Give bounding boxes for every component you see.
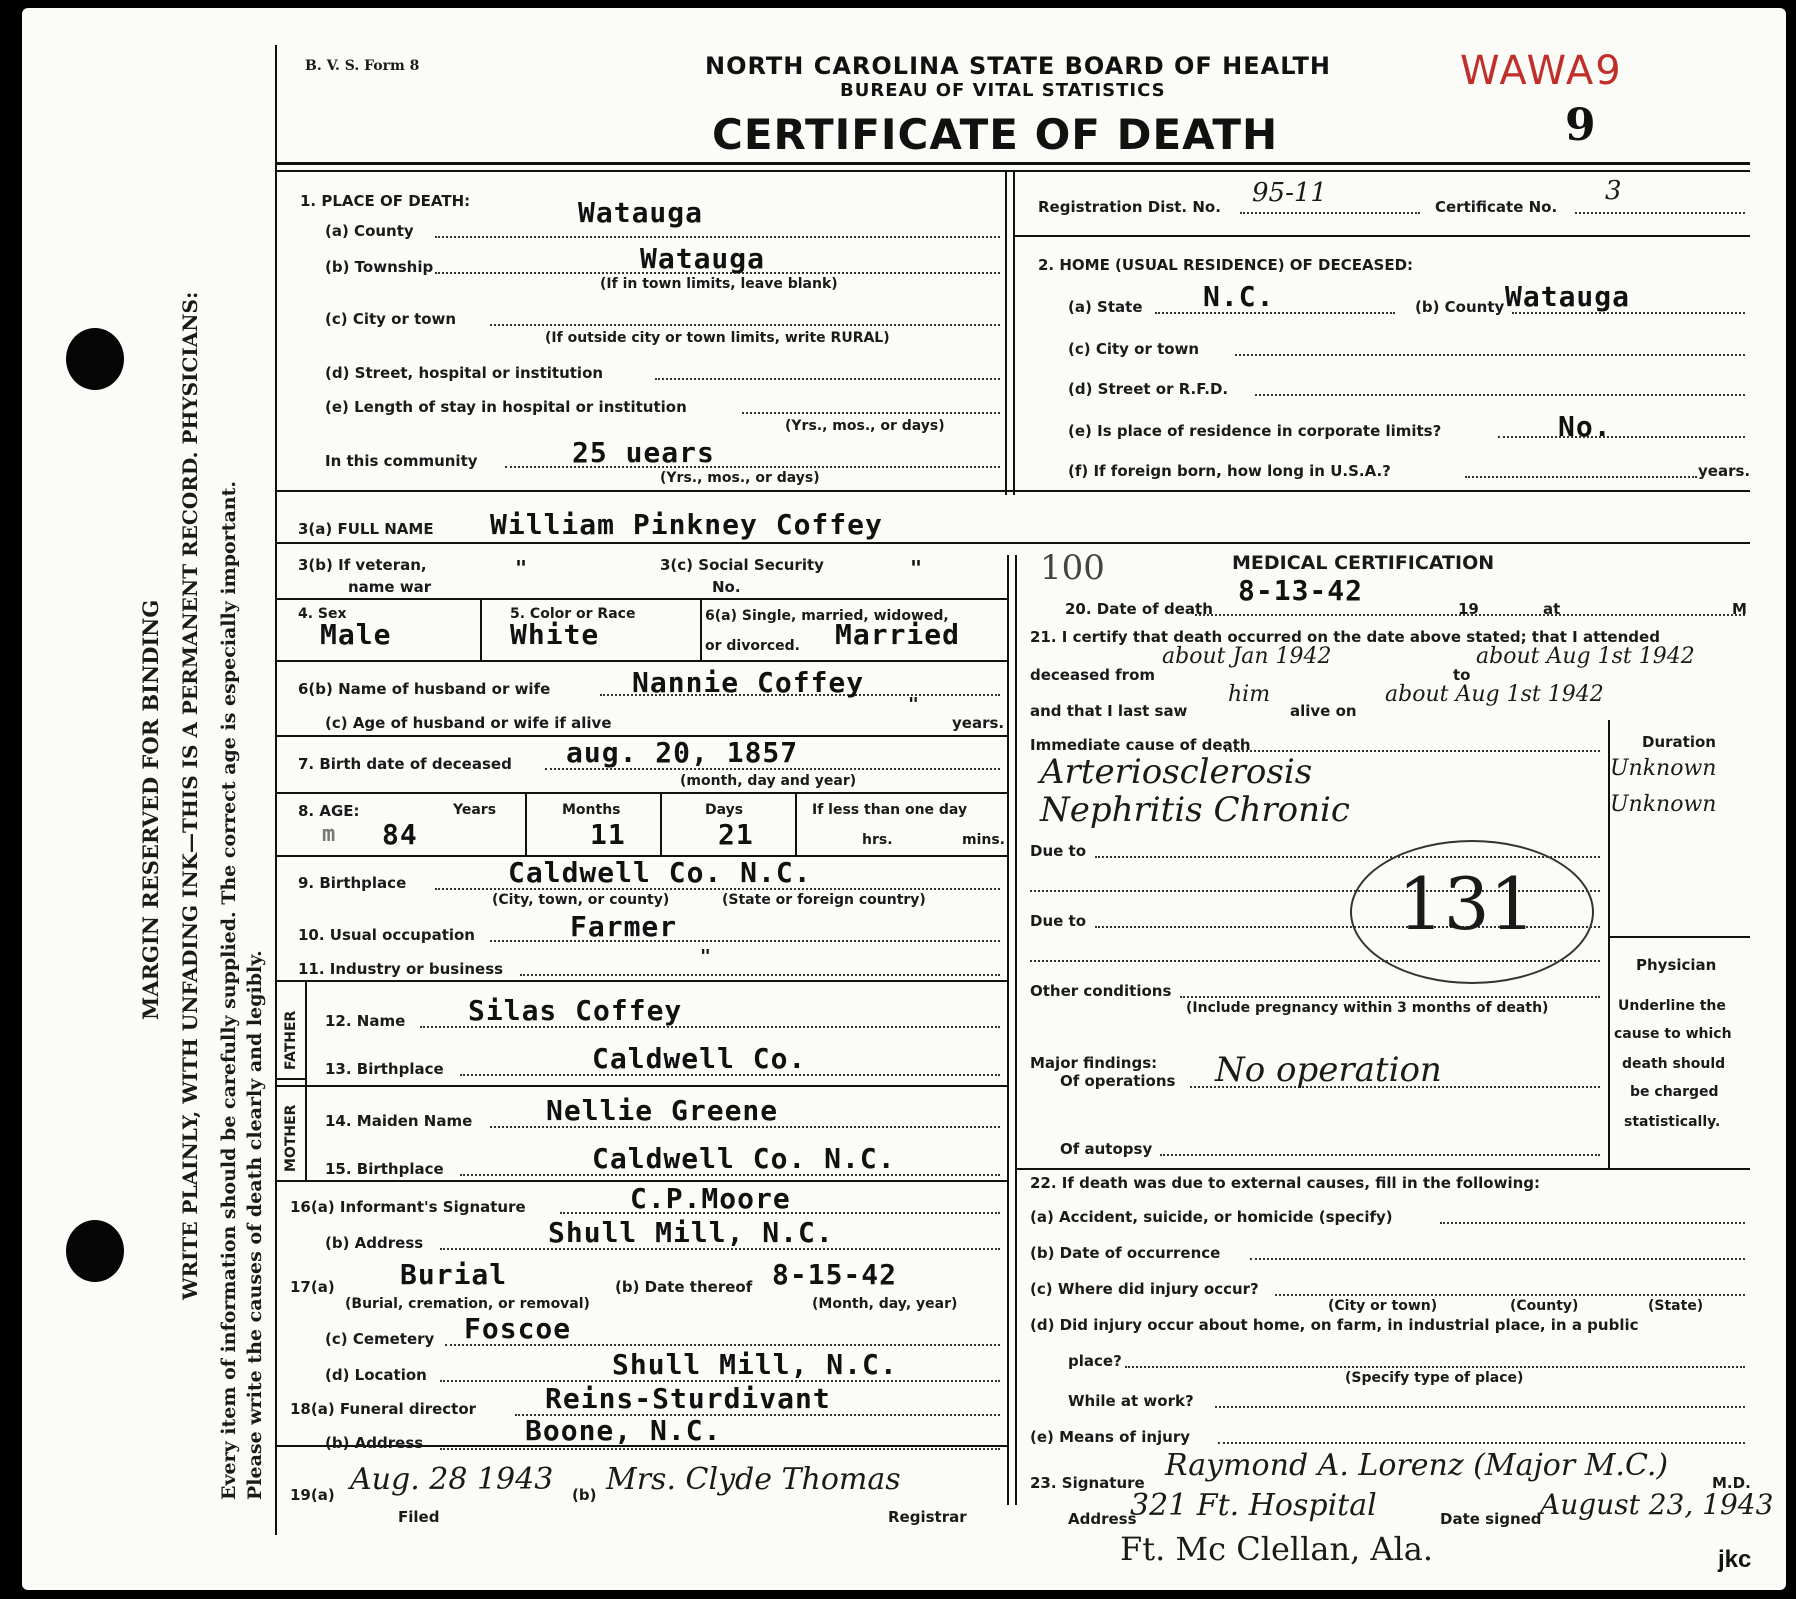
rule-l2 [275, 660, 1007, 662]
specify-place-note: (Specify type of place) [1345, 1370, 1524, 1386]
funeral-address-value: Boone, N.C. [525, 1414, 722, 1447]
margin-permanent-text: WRITE PLAINLY, WITH UNFADING INK—THIS IS A PERMANENT RECORD. PHYSICIANS: [178, 291, 202, 1300]
bureau-title: BUREAU OF VITAL STATISTICS [840, 80, 1166, 101]
ssn-ditto: " [910, 556, 924, 580]
date-signed-value: August 23, 1943 [1540, 1488, 1774, 1521]
ssn-label: 3(c) Social Security [660, 556, 824, 574]
rule-r-external [1015, 1168, 1750, 1170]
accident-label: (a) Accident, suicide, or homicide (specify) [1030, 1208, 1393, 1226]
county-line [435, 236, 1000, 238]
registrar-signature: Mrs. Clyde Thomas [606, 1462, 901, 1497]
home-city-label: (c) City or town [1068, 340, 1200, 358]
industry-line [520, 974, 1000, 976]
informant-label: 16(a) Informant's Signature [290, 1198, 526, 1216]
certify-to-label: to [1453, 666, 1471, 684]
township-note: (If in town limits, leave blank) [600, 276, 838, 292]
punch-hole-bottom [66, 1220, 124, 1282]
where-note-city: (City or town) [1328, 1298, 1438, 1314]
home-state-line [1155, 312, 1395, 314]
marital-label-2: or divorced. [705, 638, 800, 654]
margin-careful-text: Every item of information should be carefully supplied. The correct age is especially important. [218, 481, 240, 1500]
rule-l1 [275, 598, 1007, 600]
occurrence-label: (b) Date of occurrence [1030, 1244, 1221, 1262]
funeral-address-line [440, 1448, 1000, 1450]
red-code-mark: WAWA9 [1460, 48, 1623, 94]
stay-line [742, 412, 1000, 414]
address-extra: Ft. Mc Clellan, Ala. [1120, 1530, 1434, 1568]
where-note-state: (State) [1648, 1298, 1704, 1314]
funeral-value: Reins-Sturdivant [545, 1382, 831, 1415]
race-label: 5. Color or Race [510, 606, 636, 622]
mother-birthplace-value: Caldwell Co. N.C. [592, 1142, 896, 1175]
race-value: White [510, 618, 600, 651]
parent-divider [275, 1078, 305, 1080]
center-divider-bottom [1007, 555, 1009, 1505]
disposal-date-note: (Month, day, year) [812, 1296, 958, 1312]
certificate-title: CERTIFICATE OF DEATH [712, 110, 1279, 159]
mother-name-value: Nellie Greene [546, 1094, 779, 1127]
dod-at: at [1543, 600, 1561, 618]
funeral-label: 18(a) Funeral director [290, 1400, 477, 1418]
section-rule-name [275, 542, 1750, 544]
occupation-label: 10. Usual occupation [298, 926, 475, 944]
circled-number: 131 [1398, 862, 1536, 946]
underline-note-3: death should [1622, 1056, 1726, 1072]
home-foreign-years: years. [1698, 462, 1751, 480]
underline-note-4: be charged [1630, 1084, 1719, 1100]
home-county-label: (b) County [1415, 298, 1505, 316]
physician-label: Physician [1636, 956, 1717, 974]
years-label-left: years. [952, 714, 1005, 732]
filed-number-label: 19(a) [290, 1486, 335, 1504]
age-days-value: 21 [718, 818, 754, 851]
sex-value: Male [320, 618, 392, 651]
cert-no-line [1575, 212, 1745, 214]
ssn-label-2: No. [712, 578, 741, 596]
age-years-value: 84 [382, 818, 418, 851]
dod-19: 19 [1458, 600, 1479, 618]
parent-label-col [305, 980, 307, 1180]
means-label: (e) Means of injury [1030, 1428, 1191, 1446]
other-conditions-note: (Include pregnancy within 3 months of death) [1186, 1000, 1549, 1016]
birthplace-value: Caldwell Co. N.C. [508, 856, 812, 889]
signature-label: 23. Signature [1030, 1474, 1145, 1492]
duration-col [1608, 720, 1610, 1170]
veteran-ditto: " [515, 556, 529, 580]
rule-l6 [275, 980, 1007, 982]
margin-legibly-text: Please write the causes of death clearly and legibly. [244, 950, 266, 1500]
home-state-value: N.C. [1203, 280, 1275, 313]
board-title: NORTH CAROLINA STATE BOARD OF HEALTH [705, 52, 1332, 80]
father-section-label: FATHER [283, 1010, 299, 1070]
punch-hole-top [66, 328, 124, 390]
physician-signature: Raymond A. Lorenz (Major M.C.) [1165, 1448, 1669, 1483]
cause-2: Nephritis Chronic [1040, 790, 1350, 830]
community-label: In this community [325, 452, 478, 470]
left-border [275, 45, 277, 1535]
township-value: Watauga [640, 242, 766, 275]
place-of-death-label: 1. PLACE OF DEATH: [300, 192, 471, 210]
mother-name-label: 14. Maiden Name [325, 1112, 473, 1130]
autopsy-line [1160, 1154, 1600, 1156]
initials-mark: jkc [1718, 1546, 1752, 1573]
disposal-date-value: 8-15-42 [772, 1258, 898, 1291]
other-conditions-label: Other conditions [1030, 982, 1172, 1000]
age-months-value: 11 [590, 818, 626, 851]
reg-dist-label: Registration Dist. No. [1038, 198, 1221, 216]
street-line [655, 378, 1000, 380]
where-note-county: (County) [1510, 1298, 1579, 1314]
occupation-line [490, 940, 1000, 942]
address-label: Address [1068, 1510, 1137, 1528]
header-rule [275, 162, 1750, 165]
center-divider-bottom-2 [1015, 555, 1017, 1505]
veteran-label-2: name war [348, 578, 432, 596]
home-corp-value: No. [1558, 410, 1612, 443]
disposal-date-label: (b) Date thereof [615, 1278, 753, 1296]
certify-saw-date: about Aug 1st 1942 [1385, 682, 1604, 707]
other-conditions-line [1180, 996, 1600, 998]
father-birthplace-label: 13. Birthplace [325, 1060, 444, 1078]
means-line [1218, 1442, 1745, 1444]
col-age-days [660, 792, 662, 855]
page-number: 9 [1565, 100, 1596, 151]
hrs-label: hrs. [862, 832, 893, 848]
age-years-label: Years [453, 802, 497, 818]
filed-date-value: Aug. 28 1943 [350, 1462, 554, 1497]
informant-value: C.P.Moore [630, 1182, 791, 1215]
col-age-months [525, 792, 527, 855]
father-birthplace-value: Caldwell Co. [592, 1042, 807, 1075]
certify-saw-him: him [1228, 682, 1271, 707]
dod-value: 8-13-42 [1238, 574, 1364, 607]
age-prefix: m [322, 822, 337, 847]
of-autopsy-label: Of autopsy [1060, 1140, 1153, 1158]
marital-label: 6(a) Single, married, widowed, [705, 608, 949, 624]
township-label: (b) Township [325, 258, 434, 276]
place-label: place? [1068, 1352, 1122, 1370]
birthplace-note-city: (City, town, or county) [492, 892, 670, 908]
funeral-address-label: (b) Address [325, 1434, 424, 1452]
cemetery-label: (c) Cemetery [325, 1330, 435, 1348]
veteran-label: 3(b) If veteran, [298, 556, 427, 574]
certificate-paper [22, 8, 1786, 1590]
stay-note: (Yrs., mos., or days) [785, 418, 945, 434]
section-rule-top [275, 490, 1750, 492]
age-less-label: If less than one day [812, 802, 968, 818]
stay-label: (e) Length of stay in hospital or institution [325, 398, 687, 416]
medical-certification-label: MEDICAL CERTIFICATION [1232, 552, 1495, 574]
home-city-line [1235, 354, 1745, 356]
certify-from-label: deceased from [1030, 666, 1156, 684]
handwritten-100: 100 [1040, 548, 1105, 588]
duration-label: Duration [1642, 733, 1716, 751]
full-name-value: William Pinkney Coffey [490, 508, 883, 541]
duration-1: Unknown [1610, 756, 1717, 781]
underline-note-2: cause to which [1614, 1026, 1732, 1042]
occurrence-line [1250, 1258, 1745, 1260]
industry-label: 11. Industry or business [298, 960, 504, 978]
home-street-label: (d) Street or R.F.D. [1068, 380, 1229, 398]
duration-2: Unknown [1610, 792, 1717, 817]
certify-line-1: 21. I certify that death occurred on the date above stated; that I attended [1030, 628, 1660, 646]
col-race-marital [700, 598, 702, 660]
home-corp-line [1498, 436, 1745, 438]
underline-note-1: Underline the [1618, 998, 1726, 1014]
mother-section-label: MOTHER [283, 1104, 299, 1172]
home-state-label: (a) State [1068, 298, 1143, 316]
community-value: 25 uears [572, 436, 715, 469]
registrar-prefix: (b) [572, 1486, 597, 1504]
sex-label: 4. Sex [298, 606, 347, 622]
dod-label: 20. Date of death [1065, 600, 1213, 618]
occupation-value: Farmer [570, 910, 678, 943]
while-work-label: While at work? [1068, 1392, 1194, 1410]
due-to-label-1: Due to [1030, 842, 1087, 860]
form-number: B. V. S. Form 8 [305, 58, 420, 74]
did-injury-label: (d) Did injury occur about home, on farm, in industrial place, in a public [1030, 1316, 1639, 1334]
of-operations-label: Of operations [1060, 1072, 1176, 1090]
spouse-ditto: " [908, 694, 920, 715]
rule-r-reg [1013, 235, 1750, 237]
full-name-label: 3(a) FULL NAME [298, 520, 434, 538]
filed-label: Filed [398, 1508, 440, 1526]
registrar-label: Registrar [888, 1508, 967, 1526]
home-county-value: Watauga [1505, 280, 1631, 313]
cert-no-label: Certificate No. [1435, 198, 1558, 216]
while-work-line [1215, 1406, 1745, 1408]
marital-value: Married [835, 618, 961, 651]
disposal-label: 17(a) [290, 1278, 335, 1296]
spouse-label: 6(b) Name of husband or wife [298, 680, 551, 698]
due-to-label-2: Due to [1030, 912, 1087, 930]
birthplace-note-state: (State or foreign country) [722, 892, 926, 908]
where-label: (c) Where did injury occur? [1030, 1280, 1259, 1298]
mins-label: mins. [962, 832, 1006, 848]
cemetery-value: Foscoe [464, 1312, 572, 1345]
accident-line [1440, 1222, 1745, 1224]
center-divider-top [1005, 170, 1007, 495]
age-label: 8. AGE: [298, 802, 360, 820]
rule-l7 [275, 1085, 1007, 1087]
home-label: 2. HOME (USUAL RESIDENCE) OF DECEASED: [1038, 256, 1414, 274]
home-foreign-label: (f) If foreign born, how long in U.S.A.? [1068, 462, 1391, 480]
cert-no-value: 3 [1605, 176, 1622, 206]
city-line [490, 324, 1000, 326]
industry-ditto: " [700, 946, 712, 967]
where-line [1275, 1294, 1745, 1296]
county-value: Watauga [578, 196, 704, 229]
col-age-less [795, 792, 797, 855]
birth-date-note: (month, day and year) [680, 773, 857, 789]
cause-1: Arteriosclerosis [1040, 752, 1313, 792]
reg-dist-line [1240, 212, 1420, 214]
community-note: (Yrs., mos., or days) [660, 470, 820, 486]
disposal-value: Burial [400, 1258, 508, 1291]
birthplace-label: 9. Birthplace [298, 874, 407, 892]
mother-birthplace-label: 15. Birthplace [325, 1160, 444, 1178]
informant-address-label: (b) Address [325, 1234, 424, 1252]
md-label: M.D. [1712, 1474, 1751, 1492]
birth-date-value: aug. 20, 1857 [566, 736, 799, 769]
certify-to-value: about Aug 1st 1942 [1476, 644, 1695, 669]
age-days-label: Days [705, 802, 744, 818]
city-label: (c) City or town [325, 310, 457, 328]
date-signed-label: Date signed [1440, 1510, 1542, 1528]
operations-value: No operation [1215, 1050, 1442, 1090]
home-foreign-line [1465, 476, 1697, 478]
age-months-label: Months [562, 802, 621, 818]
home-corp-label: (e) Is place of residence in corporate limits? [1068, 422, 1442, 440]
location-value: Shull Mill, N.C. [612, 1348, 898, 1381]
certify-from-value: about Jan 1942 [1162, 644, 1332, 669]
street-label: (d) Street, hospital or institution [325, 364, 604, 382]
address-value: 321 Ft. Hospital [1130, 1488, 1377, 1523]
spouse-age-label: (c) Age of husband or wife if alive [325, 714, 612, 732]
reg-dist-value: 95-11 [1252, 178, 1327, 208]
col-sex-race [480, 598, 482, 660]
external-causes-label: 22. If death was due to external causes, fill in the following: [1030, 1174, 1541, 1192]
rule-r-physician [1608, 936, 1750, 938]
rule-l4 [275, 792, 1007, 794]
city-note: (If outside city or town limits, write RURAL) [545, 330, 890, 346]
dod-m: M [1732, 600, 1747, 618]
place-line [1125, 1366, 1745, 1368]
margin-binding-text: MARGIN RESERVED FOR BINDING [138, 599, 163, 1020]
disposal-note: (Burial, cremation, or removal) [345, 1296, 590, 1312]
birth-date-label: 7. Birth date of deceased [298, 755, 512, 773]
informant-address-value: Shull Mill, N.C. [548, 1216, 834, 1249]
father-name-value: Silas Coffey [468, 994, 683, 1027]
spouse-value: Nannie Coffey [632, 666, 865, 699]
major-findings-label: Major findings: [1030, 1054, 1158, 1072]
father-name-label: 12. Name [325, 1012, 406, 1030]
center-divider-top-2 [1013, 170, 1015, 495]
county-label: (a) County [325, 222, 414, 240]
underline-note-5: statistically. [1624, 1114, 1721, 1130]
location-label: (d) Location [325, 1366, 427, 1384]
home-street-line [1255, 394, 1745, 396]
certify-alive-label: alive on [1290, 702, 1357, 720]
immediate-cause-label: Immediate cause of death [1030, 736, 1251, 754]
certify-saw-label: and that I last saw [1030, 702, 1188, 720]
